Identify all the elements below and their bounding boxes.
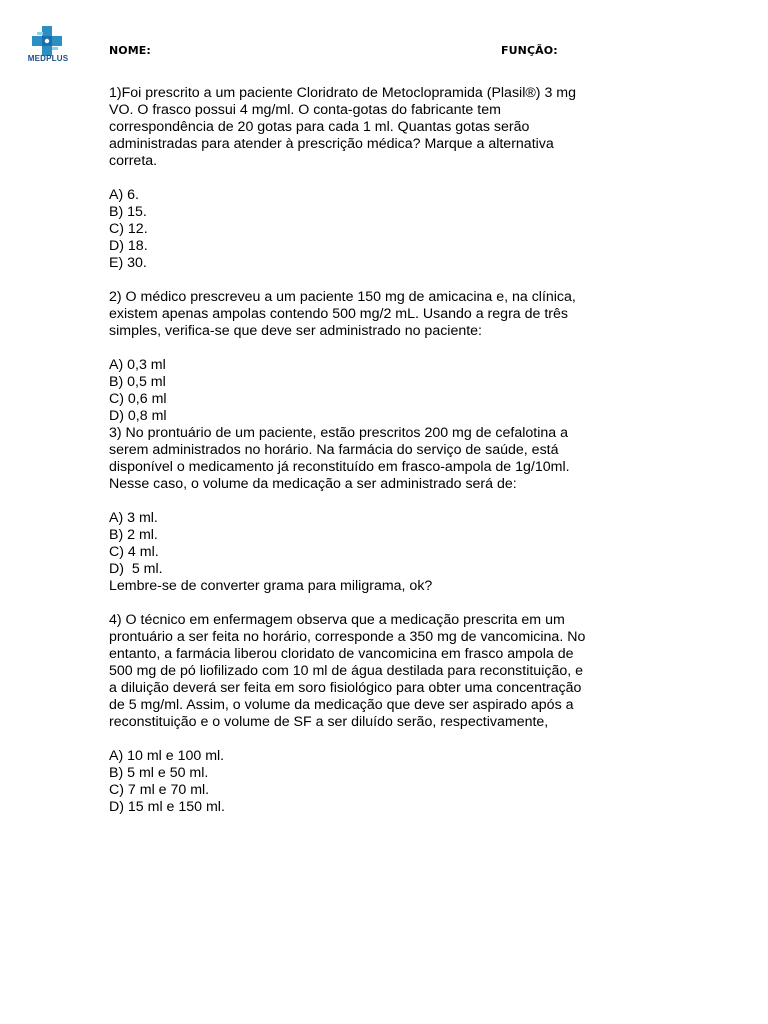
question-line: 4) O técnico em enfermagem observa que a medicação prescrita em um [109,612,565,628]
question-line: Nesse caso, o volume da medicação a ser administrado será de: [109,476,517,492]
answer-option: D) 18. [109,238,148,254]
question-2 [109,289,669,425]
exercise-sheet [109,85,669,816]
question-line: correta. [109,153,158,169]
nome-label: NOME: [109,44,151,57]
question-line: correspondência de 20 gotas para cada 1 ml. Quantas gotas serão [109,119,530,135]
answer-option: C) 0,6 ml [109,391,167,407]
question-line: 3) No prontuário de um paciente, estão prescritos 200 mg de cefalotina a [109,425,568,441]
question-line: 1)Foi prescrito a um paciente Cloridrato de Metoclopramida (Plasil®) 3 mg [109,85,577,101]
funcao-label: FUNÇÃO: [501,44,558,57]
medplus-logo [24,26,72,70]
question-line: existem apenas ampolas contendo 500 mg/2 mL. Usando a regra de três [109,306,568,322]
question-line: 500 mg de pó liofilizado com 10 ml de água destilada para reconstituição, e [109,663,583,679]
question-line: disponível o medicamento já reconstituído em frasco-ampola de 1g/10ml. [109,459,570,475]
logo-text: MEDPLUS [27,54,69,63]
answer-option: C) 12. [109,221,148,237]
answer-option: B) 2 ml. [109,527,158,543]
question-line: VO. O frasco possui 4 mg/ml. O conta-gotas do fabricante tem [109,102,501,118]
answer-option: A) 10 ml e 100 ml. [109,748,225,764]
question-line: prontuário a ser feita no horário, corresponde a 350 mg de vancomicina. No [109,629,586,645]
answer-option: B) 15. [109,204,147,220]
answer-option: D) 5 ml. [109,561,163,577]
question-line: simples, verifica-se que deve ser administrado no paciente: [109,323,483,339]
medical-cross-icon [30,26,64,56]
answer-option: A) 0,3 ml [109,357,166,373]
question-1 [109,85,669,272]
answer-option: A) 6. [109,187,139,203]
question-line: serem administrados no horário. Na farmácia do serviço de saúde, está [109,442,559,458]
question-line: 2) O médico prescreveu a um paciente 150 mg de amicacina e, na clínica, [109,289,576,305]
answer-option: D) 0,8 ml [109,408,167,424]
answer-option: C) 4 ml. [109,544,159,560]
answer-option: B) 0,5 ml [109,374,166,390]
question-line: a diluição deverá ser feita em soro fisiológico para obter uma concentração [109,680,582,696]
question-note: Lembre-se de converter grama para miligrama, ok? [109,578,433,594]
question-line: reconstituição e o volume de SF a ser diluído serão, respectivamente, [109,714,549,730]
question-line: administradas para atender à prescrição médica? Marque a alternativa [109,136,554,152]
answer-option: C) 7 ml e 70 ml. [109,782,210,798]
question-4 [109,612,669,816]
answer-option: E) 30. [109,255,147,271]
question-3 [109,425,669,595]
question-line: entanto, a farmácia liberou cloridato de vancomicina em frasco ampola de [109,646,574,662]
answer-option: D) 15 ml e 150 ml. [109,799,225,815]
answer-option: A) 3 ml. [109,510,158,526]
answer-option: B) 5 ml e 50 ml. [109,765,209,781]
question-line: de 5 mg/ml. Assim, o volume da medicação que deve ser aspirado após a [109,697,574,713]
